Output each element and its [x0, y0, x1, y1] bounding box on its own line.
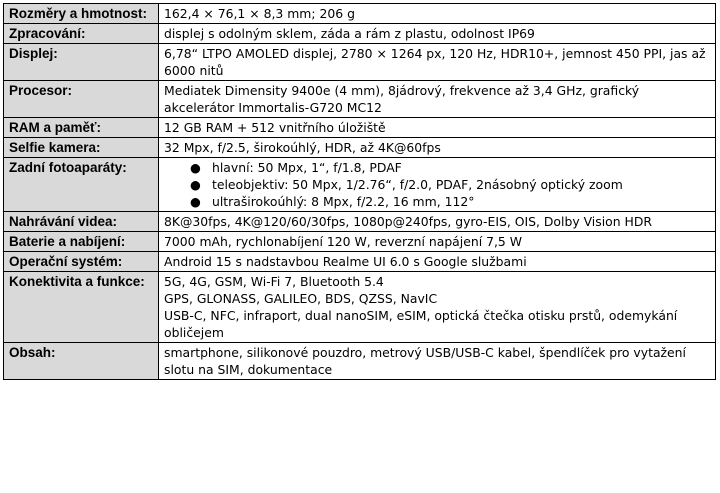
- row-label: Operační systém:: [4, 252, 159, 272]
- row-value-list: [159, 158, 716, 212]
- table-row: [4, 138, 716, 158]
- row-value-lines: [159, 272, 716, 343]
- row-value: 12 GB RAM + 512 vnitřního úložiště: [159, 118, 716, 138]
- row-label: Nahrávání videa:: [4, 212, 159, 232]
- row-value: 32 Mpx, f/2.5, širokoúhlý, HDR, až 4K@60fps: [159, 138, 716, 158]
- table-row: [4, 272, 716, 343]
- list-item: [164, 193, 710, 210]
- value-line: USB-C, NFC, infraport, dual nanoSIM, eSIM, optická čtečka otisku prstů, odemykání obličejem: [164, 308, 678, 340]
- list-item: [164, 159, 710, 176]
- row-value: 7000 mAh, rychlonabíjení 120 W, reverzní napájení 7,5 W: [159, 232, 716, 252]
- table-row: [4, 232, 716, 252]
- row-value: 8K@30fps, 4K@120/60/30fps, 1080p@240fps, gyro-EIS, OIS, Dolby Vision HDR: [159, 212, 716, 232]
- table-row: [4, 4, 716, 24]
- camera-bullet-list: [164, 159, 710, 210]
- row-value: 162,4 × 76,1 × 8,3 mm; 206 g: [159, 4, 716, 24]
- row-label: RAM a paměť:: [4, 118, 159, 138]
- table-row: [4, 212, 716, 232]
- row-value: Mediatek Dimensity 9400e (4 mm), 8jádrový, frekvence až 3,4 GHz, grafický akcelerátor Immortalis-G720 MC12: [159, 81, 716, 118]
- row-value: Android 15 s nadstavbou Realme UI 6.0 s Google službami: [159, 252, 716, 272]
- table-row: [4, 81, 716, 118]
- row-label: Zpracování:: [4, 24, 159, 44]
- row-label: Konektivita a funkce:: [4, 272, 159, 343]
- list-item-text: teleobjektiv: 50 Mpx, 1/2.76“, f/2.0, PDAF, 2násobný optický zoom: [212, 177, 623, 192]
- row-label: Rozměry a hmotnost:: [4, 4, 159, 24]
- row-label: Selfie kamera:: [4, 138, 159, 158]
- value-line: 5G, 4G, GSM, Wi-Fi 7, Bluetooth 5.4: [164, 274, 384, 289]
- spec-table: [3, 3, 716, 380]
- table-row: [4, 118, 716, 138]
- row-label: Procesor:: [4, 81, 159, 118]
- row-label: Obsah:: [4, 343, 159, 380]
- table-row: [4, 24, 716, 44]
- list-item: [164, 176, 710, 193]
- row-label: Displej:: [4, 44, 159, 81]
- row-label: Zadní fotoaparáty:: [4, 158, 159, 212]
- table-row: [4, 44, 716, 81]
- row-value: smartphone, silikonové pouzdro, metrový USB/USB-C kabel, špendlíček pro vytažení slotu na SIM, dokumentace: [159, 343, 716, 380]
- table-row: [4, 343, 716, 380]
- row-label: Baterie a nabíjení:: [4, 232, 159, 252]
- row-value: displej s odolným sklem, záda a rám z plastu, odolnost IP69: [159, 24, 716, 44]
- value-line: GPS, GLONASS, GALILEO, BDS, QZSS, NavIC: [164, 291, 438, 306]
- list-item-text: ultraširokoúhlý: 8 Mpx, f/2.2, 16 mm, 112°: [212, 194, 475, 209]
- bullet-icon: ●: [190, 177, 201, 192]
- table-row: [4, 158, 716, 212]
- bullet-icon: ●: [190, 194, 201, 209]
- row-value: 6,78“ LTPO AMOLED displej, 2780 × 1264 px, 120 Hz, HDR10+, jemnost 450 PPI, jas až 6000 nitů: [159, 44, 716, 81]
- bullet-icon: ●: [190, 160, 201, 175]
- table-row: [4, 252, 716, 272]
- list-item-text: hlavní: 50 Mpx, 1“, f/1.8, PDAF: [212, 160, 402, 175]
